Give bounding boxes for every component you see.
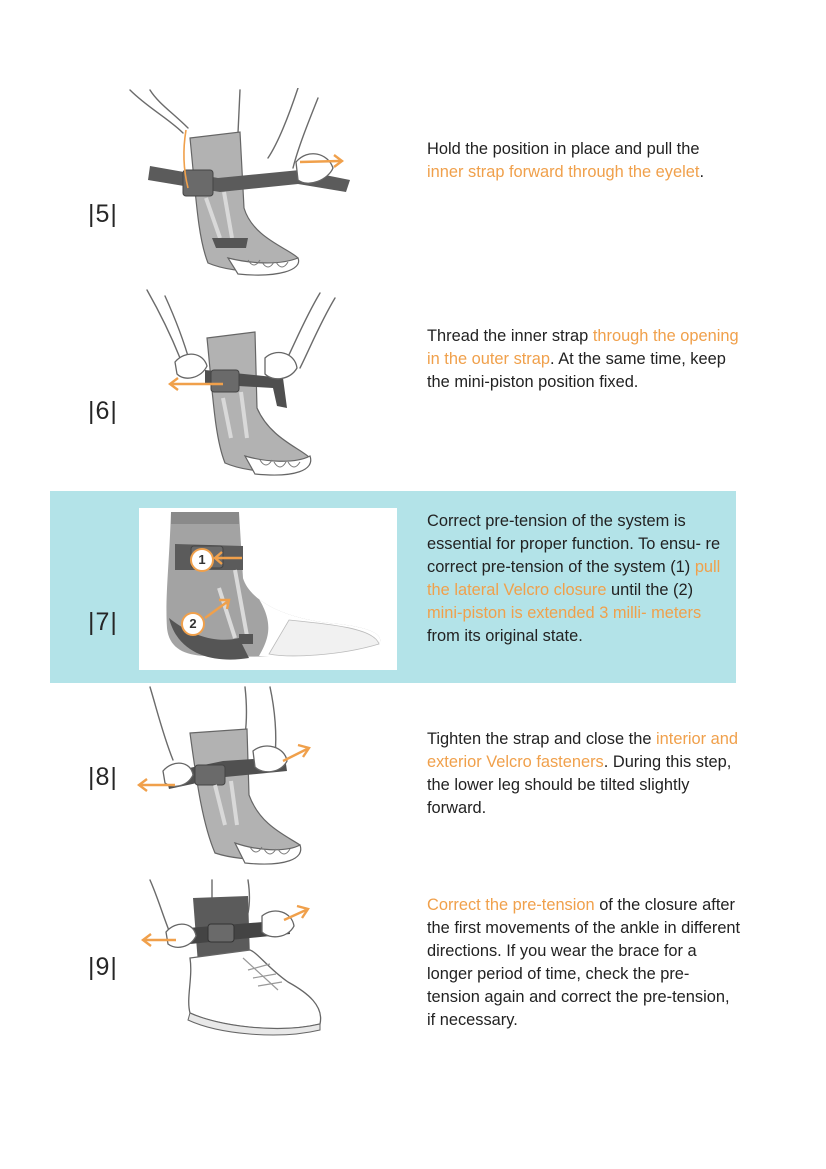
step-6-text: Thread the inner strap through the opening in the outer strap. At the same time, keep the mini-piston position fixed. (427, 327, 739, 391)
step-number-9: |9| (88, 953, 118, 981)
step-8-text: Tighten the strap and close the interior and exterior Velcro fasteners. During this step, the lower leg should be tilted slightly forward. (427, 730, 739, 817)
step-9-text: Correct the pre-tension of the closure after the first movements of the ankle in different directions. If you wear the brace for a longer period of time, check the pre-tension again and correct the pre-tension, if necessary. (427, 896, 741, 1029)
ankle-brace-pull-strap-illustration (128, 88, 358, 278)
ankle-brace-tighten-strap-illustration (135, 685, 335, 870)
step-number-5: |5| (88, 200, 118, 228)
ankle-brace-shoe-adjust-illustration (138, 878, 328, 1038)
step-7-text: Correct pre-tension of the system is essential for proper function. To ensu- re correct pre-tension of the system (1) pull the lateral Velcro closure until the (2) mini-piston is extended 3 milli- meters from its original state. (427, 512, 721, 645)
arrow-marker-1 (212, 550, 244, 566)
marker-1: 1 (190, 548, 214, 572)
step-number-8: |8| (88, 763, 118, 791)
ankle-brace-pretension-diagram (139, 508, 397, 670)
step-number-7: |7| (88, 608, 118, 636)
step-5-text: Hold the position in place and pull the inner strap forward through the eyelet. (427, 140, 704, 181)
step-number-6: |6| (88, 397, 118, 425)
marker-2: 2 (181, 612, 205, 636)
arrow-marker-2 (203, 596, 233, 622)
ankle-brace-thread-strap-illustration (145, 288, 345, 478)
